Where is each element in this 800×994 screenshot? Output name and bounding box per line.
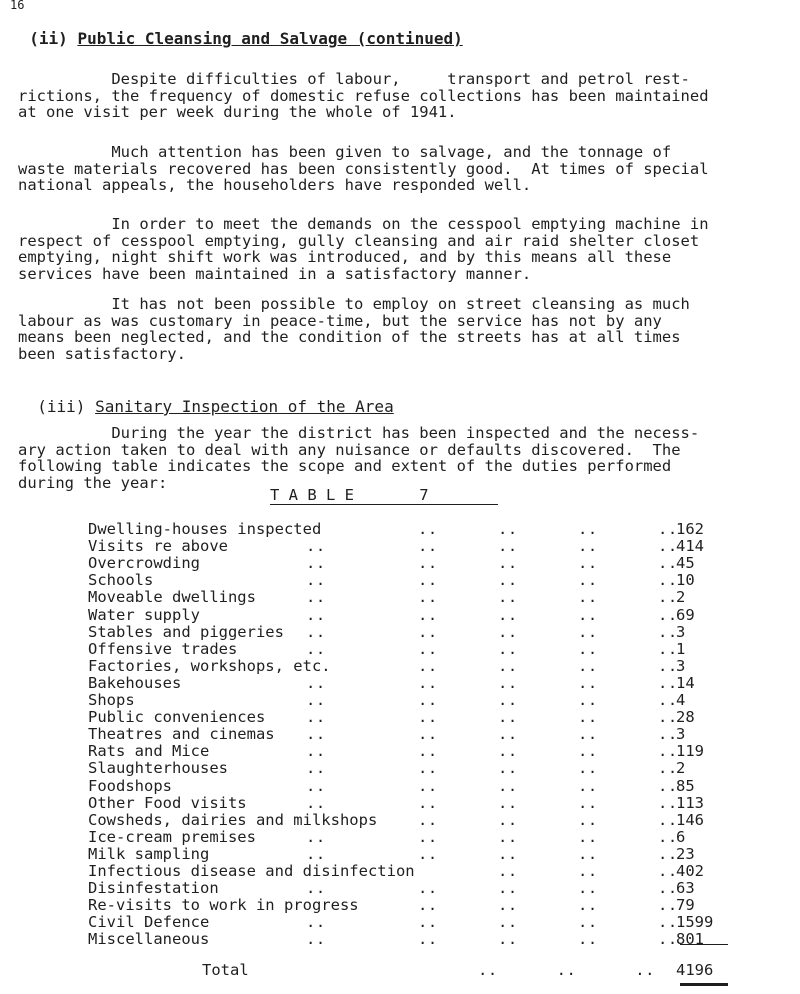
row-label: Ice-cream premises [88,827,256,846]
leader-dots: .. [418,537,438,556]
leader-dots: .. [418,622,438,641]
total-value: 4196 [676,961,714,979]
leader-dots: .. [418,588,438,607]
table-row [88,555,728,572]
leader-dots: .. [418,708,438,727]
leader-dots: .. [578,520,598,538]
subsection-heading [18,378,394,416]
row-label: Milk sampling [88,844,210,863]
leader-dots: .. [578,708,598,727]
leader-dots: .. [578,639,598,658]
leader-dots: .. [498,862,518,880]
leader-dots: .. [498,673,518,692]
leader-dots: .. [658,673,678,692]
leader-dots: .. [578,673,598,692]
leader-dots: .. [418,759,438,778]
leader-dots: .. [578,913,598,932]
leader-dots: .. [498,844,518,863]
leader-dots: .. [658,896,678,915]
leader-dots: .. [578,793,598,812]
leader-dots: .. [306,793,326,812]
paragraph-line: national appeals, the householders have responded well. [18,176,532,194]
row-label: Offensive trades [88,639,238,658]
row-value: 28 [676,708,695,727]
leader-dots: .. [578,537,598,556]
paragraph-line: been satisfactory. [18,344,186,363]
table-row [88,760,728,777]
row-value: 2 [676,759,686,778]
leader-dots: .. [658,759,678,778]
paragraph-3 [18,216,788,282]
table-row [88,829,728,846]
subsection-number: (iii) [37,397,86,416]
row-value: 2 [676,588,686,607]
leader-dots: .. [658,656,678,675]
leader-dots: .. [306,776,326,795]
leader-dots: .. [418,742,438,761]
paragraph-line: emptying, night shift work was introduced, and by this means all these [18,248,672,266]
leader-dots: .. [306,622,326,641]
paragraph-1 [18,71,788,121]
leader-dots: .. [306,844,326,863]
paragraph-line: ary action taken to deal with any nuisance or defaults discovered. The [18,440,681,459]
subsection-title: Sanitary Inspection of the Area [95,397,394,416]
leader-dots: .. [658,913,678,932]
leader-dots: .. [658,639,678,658]
leader-dots: .. [578,605,598,624]
total-double-rule [680,983,728,986]
leader-dots: .. [418,827,438,846]
row-label: Bakehouses [88,673,182,692]
table-row [88,726,728,743]
leader-dots: .. [418,810,438,829]
table-row [88,914,728,931]
row-value: 10 [676,571,695,590]
row-value: 1 [676,639,686,658]
table-row [88,863,728,880]
leader-dots: .. [306,537,326,556]
row-value: 63 [676,879,695,898]
leader-dots: .. [418,554,438,573]
table-row [88,538,728,555]
row-label: Cowsheds, dairies and milkshops [88,810,378,829]
leader-dots: .. [658,742,678,761]
leader-dots: .. [498,588,518,607]
leader-dots: .. [658,588,678,607]
leader-dots: .. [578,896,598,915]
leader-dots: .. [418,913,438,932]
row-label: Civil Defence [88,913,210,932]
leader-dots: .. [658,879,678,898]
row-value: 6 [676,827,686,846]
leader-dots: .. [658,571,678,590]
row-value: 146 [676,810,704,829]
leader-dots: .. [418,571,438,590]
table-row [88,846,728,863]
leader-dots: .. [498,793,518,812]
row-value: 23 [676,844,695,863]
table-row [88,521,728,538]
row-value: 1599 [676,913,714,932]
row-value: 119 [676,742,704,761]
row-label: Disinfestation [88,879,219,898]
leader-dots: .. [418,520,438,538]
row-label: Other Food visits [88,793,247,812]
leader-dots: .. [498,810,518,829]
leader-dots: .. [418,896,438,915]
leader-dots: .. [418,844,438,863]
leader-dots: .. [498,879,518,898]
row-label: Visits re above [88,537,228,556]
leader-dots: .. .. .. [478,961,655,979]
table-row [88,589,728,606]
row-label: Stables and piggeries [88,622,284,641]
row-value: 3 [676,656,686,675]
table-row [88,778,728,795]
table-title: T A B L E 7 [270,486,429,504]
row-label: Slaughterhouses [88,759,228,778]
table-row [88,641,728,658]
leader-dots: .. [578,844,598,863]
leader-dots: .. [498,742,518,761]
leader-dots: .. [578,759,598,778]
leader-dots: .. [418,605,438,624]
leader-dots: .. [498,605,518,624]
row-label: Schools [88,571,154,590]
leader-dots: .. [578,554,598,573]
leader-dots: .. [658,930,678,949]
leader-dots: .. [498,913,518,932]
leader-dots: .. [578,776,598,795]
leader-dots: .. [306,742,326,761]
leader-dots: .. [306,725,326,744]
row-label: Miscellaneous [88,930,210,949]
row-value: 69 [676,605,695,624]
leader-dots: .. [498,827,518,846]
paragraph-line: waste materials recovered has been consistently good. At times of special [18,159,709,178]
table-row [88,658,728,675]
row-label: Moveable dwellings [88,588,256,607]
leader-dots: .. [658,605,678,624]
paragraph-line: Despite difficulties of labour, transport and petrol rest- [18,70,690,88]
table-row [88,607,728,624]
paragraph-line: following table indicates the scope and extent of the duties performed [18,457,672,475]
leader-dots: .. [306,708,326,727]
leader-dots: .. [418,879,438,898]
leader-dots: .. [658,708,678,727]
paragraph-line: Much attention has been given to salvage, and the tonnage of [18,143,672,161]
paragraph-line: rictions, the frequency of domestic refuse collections has been maintained [18,86,709,105]
row-label: Foodshops [88,776,172,795]
leader-dots: .. [498,639,518,658]
row-value: 3 [676,622,686,641]
leader-dots: .. [418,776,438,795]
row-label: Shops [88,691,135,709]
leader-dots: .. [658,862,678,880]
leader-dots: .. [578,810,598,829]
table-row [88,880,728,897]
total-row [88,962,728,979]
paragraph-line: labour as was customary in peace-time, but the service has not by any [18,311,662,330]
leader-dots: .. [578,742,598,761]
row-label: Re-visits to work in progress [88,896,359,915]
row-value: 113 [676,793,704,812]
leader-dots: .. [658,520,678,538]
leader-dots: .. [658,622,678,641]
leader-dots: .. [578,862,598,880]
paragraph-line: It has not been possible to employ on street cleansing as much [18,295,690,313]
leader-dots: .. [498,725,518,744]
row-label: Rats and Mice [88,742,210,761]
leader-dots: .. [578,622,598,641]
leader-dots: .. [498,759,518,778]
leader-dots: .. [658,810,678,829]
row-label: Overcrowding [88,554,200,573]
table-row [88,675,728,692]
leader-dots: .. [658,537,678,556]
section-number: (ii) [29,29,68,48]
leader-dots: .. [418,673,438,692]
paragraph-line: respect of cesspool emptying, gully cleansing and air raid shelter closet [18,231,700,250]
row-label: Theatres and cinemas [88,725,275,744]
row-value: 414 [676,537,704,556]
table-row [88,743,728,760]
leader-dots: .. [498,691,518,709]
leader-dots: .. [306,879,326,898]
paragraph-4 [18,296,788,362]
table-row [88,624,728,641]
row-value: 79 [676,896,695,915]
leader-dots: .. [658,844,678,863]
leader-dots: .. [658,691,678,709]
leader-dots: .. [306,639,326,658]
leader-dots: .. [498,930,518,949]
leader-dots: .. [658,725,678,744]
leader-dots: .. [418,930,438,949]
row-value: 45 [676,554,695,573]
leader-dots: .. [578,656,598,675]
row-value: 402 [676,862,704,880]
leader-dots: .. [578,691,598,709]
leader-dots: .. [418,725,438,744]
paragraph-line: During the year the district has been inspected and the necess- [18,424,700,442]
row-label: Factories, workshops, etc. [88,656,331,675]
leader-dots: .. [306,605,326,624]
leader-dots: .. [658,554,678,573]
leader-dots: .. [306,827,326,846]
leader-dots: .. [498,554,518,573]
leader-dots: .. [418,639,438,658]
table-row [88,812,728,829]
row-value: 801 [676,930,704,949]
table-row [88,692,728,709]
row-label: Dwelling-houses inspected [88,520,322,538]
leader-dots: .. [578,588,598,607]
row-value: 3 [676,725,686,744]
paragraph-line: during the year: [18,473,168,492]
total-rule [680,944,728,945]
leader-dots: .. [306,571,326,590]
leader-dots: .. [498,622,518,641]
row-value: 4 [676,691,686,709]
leader-dots: .. [306,759,326,778]
leader-dots: .. [578,930,598,949]
leader-dots: .. [578,879,598,898]
table-row [88,572,728,589]
paragraph-line: services have been maintained in a satisfactory manner. [18,264,532,283]
intro-paragraph [18,425,788,491]
table-row [88,897,728,914]
paragraph-2 [18,144,788,194]
leader-dots: .. [578,827,598,846]
row-value: 85 [676,776,695,795]
leader-dots: .. [578,725,598,744]
paragraph-line: at one visit per week during the whole of 1941. [18,103,457,121]
paragraph-line: In order to meet the demands on the cesspool emptying machine in [18,215,709,233]
leader-dots: .. [658,776,678,795]
table-row [88,709,728,726]
row-label: Public conveniences [88,708,266,727]
leader-dots: .. [658,827,678,846]
leader-dots: .. [498,776,518,795]
row-label: Infectious disease and disinfection [88,862,415,880]
section-title: Public Cleansing and Salvage (continued) [77,29,463,48]
row-value: 162 [676,520,704,538]
table-title-underline [270,504,498,505]
leader-dots: .. [658,793,678,812]
leader-dots: .. [498,896,518,915]
leader-dots: .. [498,537,518,556]
leader-dots: .. [498,708,518,727]
leader-dots: .. [306,930,326,949]
leader-dots: .. [306,691,326,709]
table-row [88,931,728,948]
leader-dots: .. [498,571,518,590]
table-row [88,795,728,812]
leader-dots: .. [306,673,326,692]
leader-dots: .. [306,554,326,573]
leader-dots: .. [498,656,518,675]
leader-dots: .. [306,913,326,932]
row-label: Water supply [88,605,200,624]
leader-dots: .. [578,571,598,590]
section-heading [10,10,463,48]
leader-dots: .. [418,691,438,709]
leader-dots: .. [498,520,518,538]
page-mark: 16 [10,0,25,12]
leader-dots: .. [418,793,438,812]
row-value: 14 [676,673,695,692]
paragraph-line: means been neglected, and the condition of the streets has at all times [18,328,681,346]
total-label: Total [202,961,249,979]
leader-dots: .. [306,588,326,607]
leader-dots: .. [418,656,438,675]
